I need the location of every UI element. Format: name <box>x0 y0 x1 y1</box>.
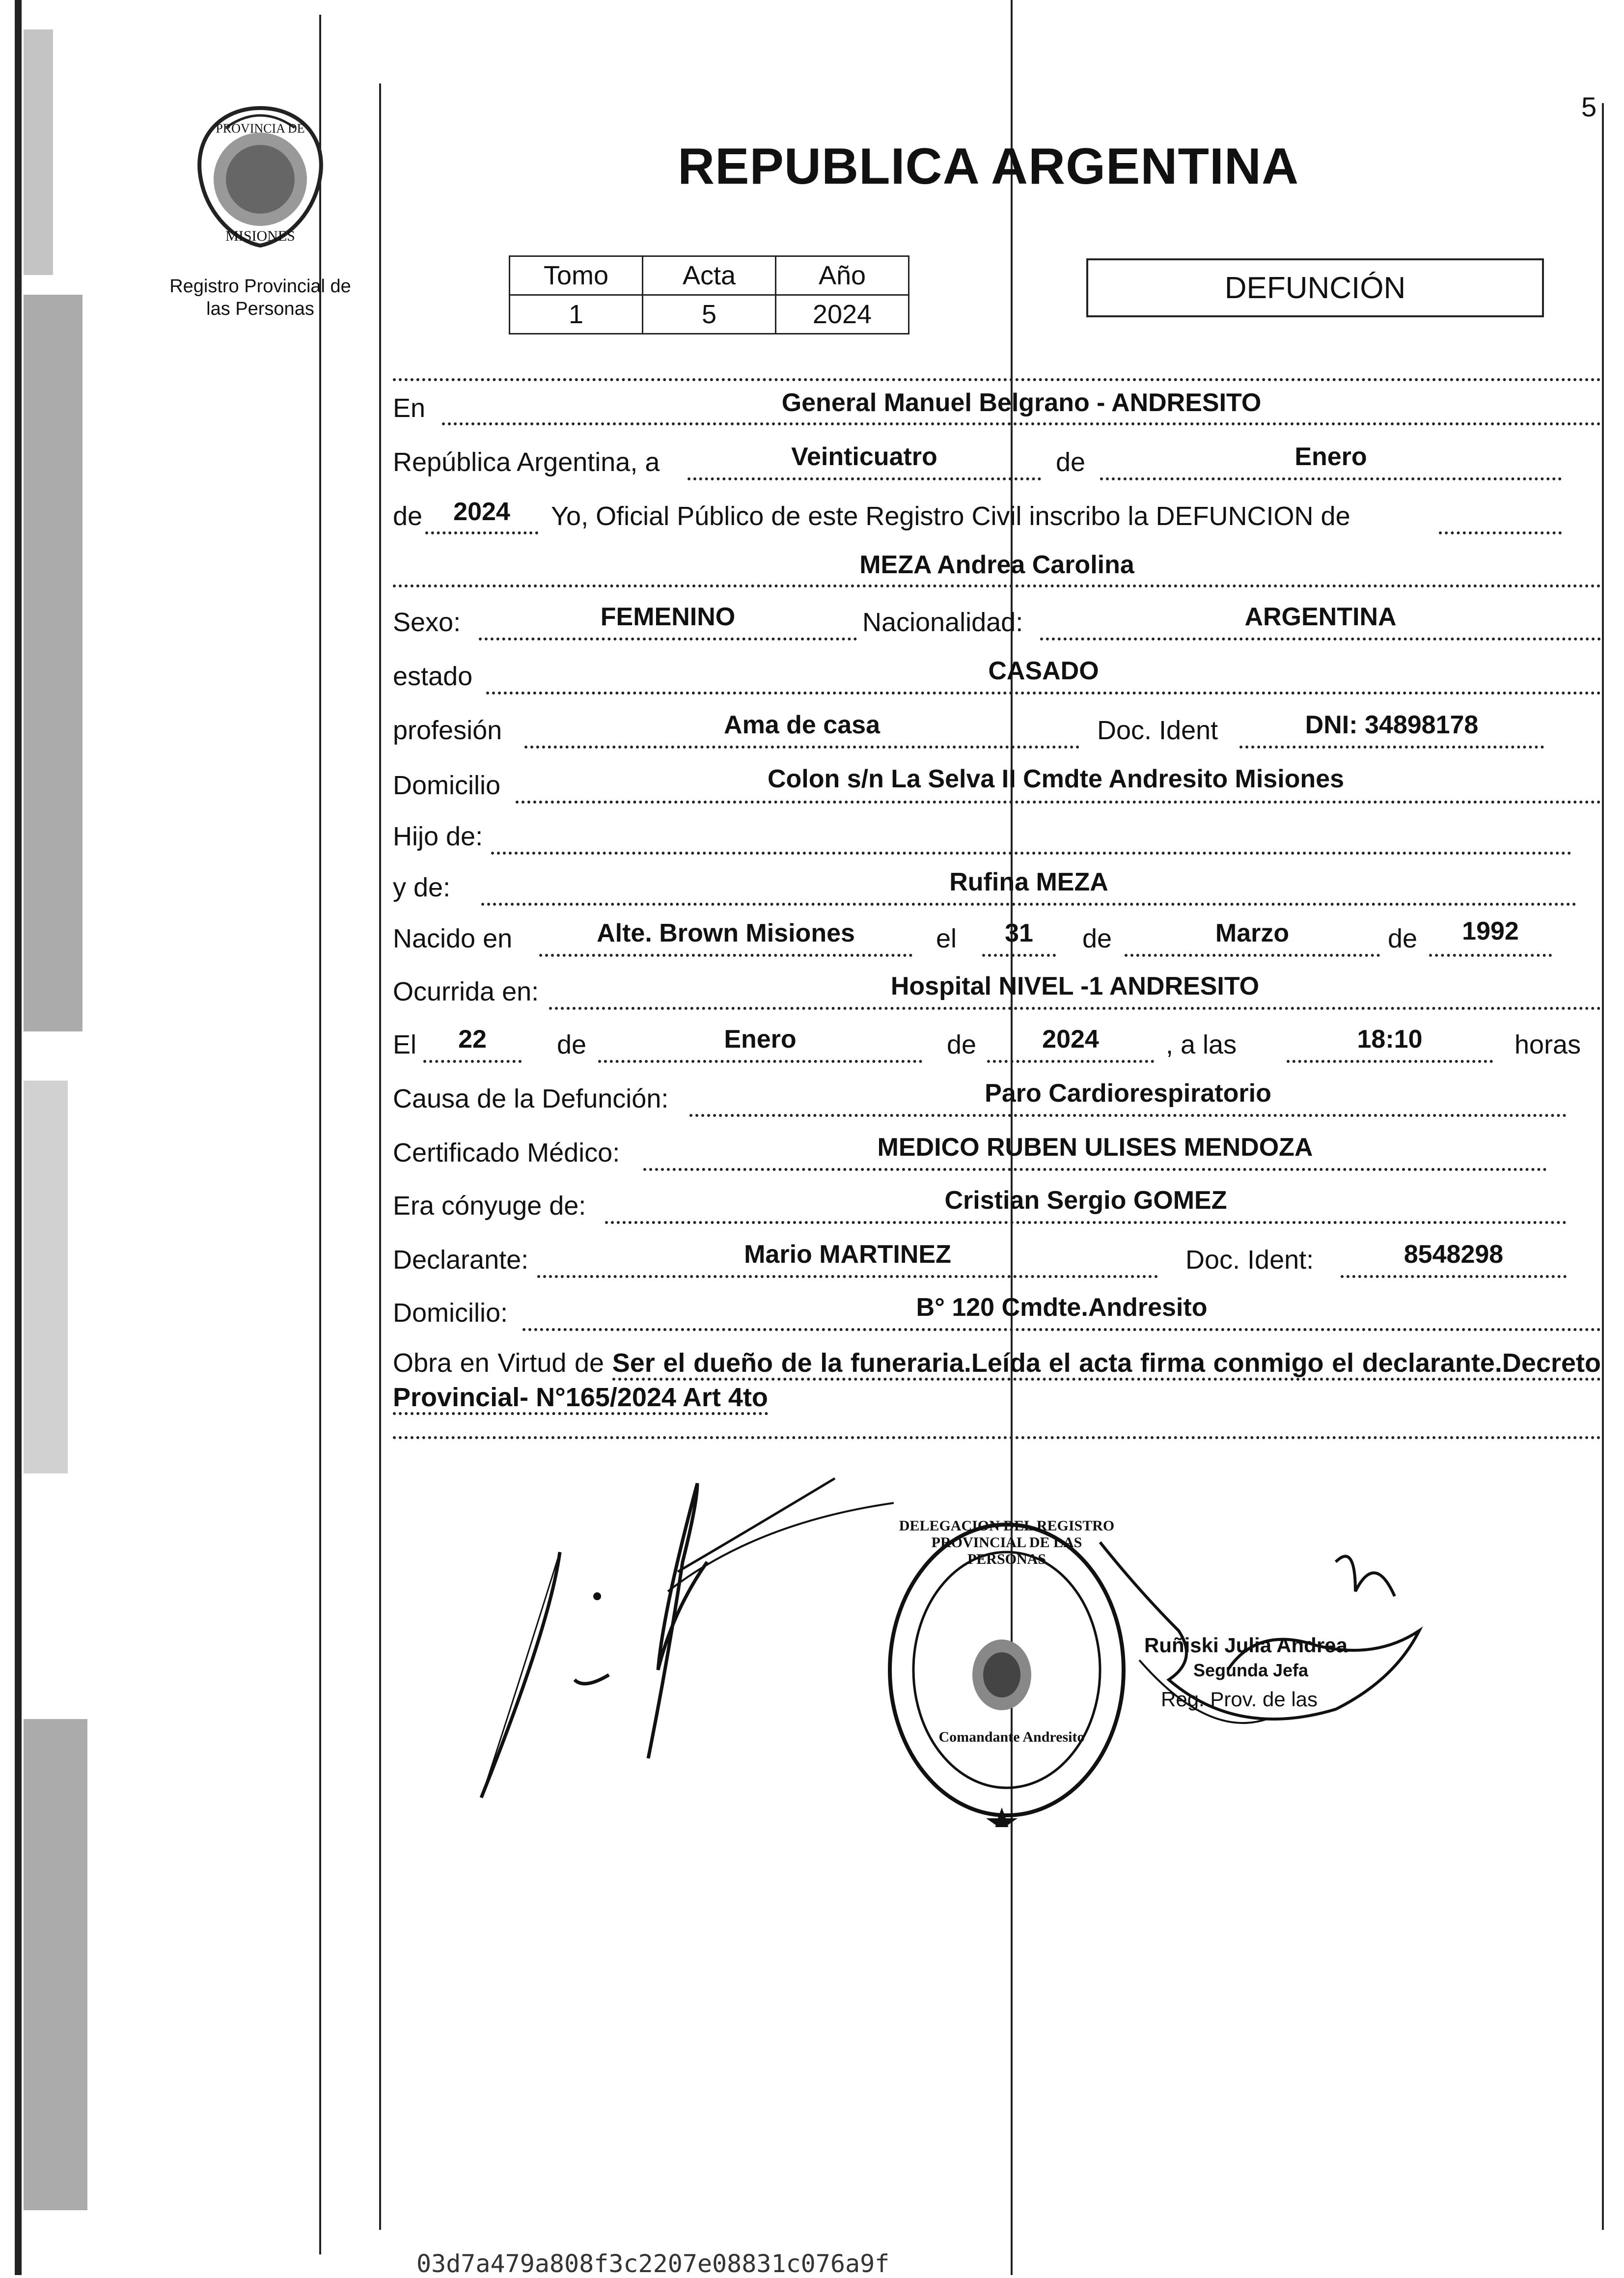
record-meta-table <box>509 255 909 334</box>
mes-value: Enero <box>1294 443 1367 471</box>
doc2-label: Doc. Ident: <box>1185 1245 1314 1275</box>
nacido-line <box>539 954 912 957</box>
hora-line <box>1287 1060 1493 1063</box>
el1-label: el <box>936 924 957 953</box>
nacido-label: Nacido en <box>393 924 513 953</box>
alas-label: , a las <box>1166 1030 1237 1059</box>
profesion-value: Ama de casa <box>724 711 880 739</box>
nac-anio-line <box>1429 954 1552 957</box>
right-border-line <box>1602 103 1604 2230</box>
seal-top-text: PROVINCIA DE <box>216 121 305 136</box>
ocurrida-line <box>549 1007 1601 1010</box>
obra-value: Ser el dueño de la funeraria.Leída el acta firma conmigo el declarante.Decreto Provincial- N°165/2024 Art 4to <box>393 1348 1601 1415</box>
domicilio2-value: B° 120 Cmdte.Andresito <box>916 1293 1208 1322</box>
nacionalidad-label: Nacionalidad: <box>862 608 1023 637</box>
left-margin-line <box>319 15 321 2254</box>
document-title: REPUBLICA ARGENTINA <box>678 138 1299 195</box>
doc-line <box>1239 746 1544 749</box>
registry-caption <box>147 275 373 320</box>
form-left-border <box>379 83 381 2230</box>
hijo-line <box>491 852 1571 855</box>
nac-mes-line <box>1125 954 1380 957</box>
mes-line <box>1100 477 1562 480</box>
stamp-inner-text: Comandante Andresito <box>938 1729 1085 1745</box>
inscribo-text: Yo, Oficial Público de este Registro Civil inscribo la DEFUNCION de <box>551 501 1350 531</box>
declarant-signature <box>462 1464 894 1807</box>
estado-line <box>486 692 1601 695</box>
ocurrida-value: Hospital NIVEL -1 ANDRESITO <box>890 972 1260 1000</box>
certificado-value: MEDICO RUBEN ULISES MENDOZA <box>877 1133 1313 1162</box>
declarante-label: Declarante: <box>393 1245 529 1275</box>
page-number: 5 <box>1581 91 1597 122</box>
anio-value: 2024 <box>453 498 510 526</box>
nac-dia-line <box>982 954 1056 957</box>
misiones-seal-icon <box>187 98 334 255</box>
stamp-outer-text: DELEGACION DEL REGISTRO PROVINCIAL DE LAS PERSONAS <box>899 1518 1115 1567</box>
nac-mes-value: Marzo <box>1215 919 1290 947</box>
causa-label: Causa de la Defunción: <box>393 1084 669 1113</box>
official-role: Segunda Jefa <box>1193 1660 1309 1680</box>
certificado-label: Certificado Médico: <box>393 1138 620 1167</box>
obra-label: Obra en Virtud de <box>393 1348 605 1378</box>
doc-label: Doc. Ident <box>1097 716 1218 745</box>
def-mes-value: Enero <box>724 1025 797 1054</box>
deceased-name-value: MEZA Andrea Carolina <box>859 551 1134 579</box>
def-dia-line <box>423 1060 522 1063</box>
official-org: Reg. Prov. de las <box>1161 1688 1318 1711</box>
hijo-label: Hijo de: <box>393 822 483 851</box>
nac-dia-value: 31 <box>1005 919 1033 947</box>
domicilio-line <box>516 801 1601 804</box>
tomo-value: 1 <box>510 295 643 334</box>
anio-header: Año <box>776 256 909 295</box>
horas-label: horas <box>1514 1030 1581 1059</box>
conyuge-label: Era cónyuge de: <box>393 1191 586 1221</box>
sexo-label: Sexo: <box>393 608 461 637</box>
doc-value: DNI: 34898178 <box>1305 711 1479 739</box>
sexo-value: FEMENINO <box>600 603 736 631</box>
en-line <box>442 422 1601 425</box>
profesion-label: profesión <box>393 716 502 745</box>
doc2-line <box>1341 1275 1567 1278</box>
acta-value: 5 <box>643 295 776 334</box>
obra-paragraph <box>393 1346 1601 1415</box>
de1-label: de <box>1056 447 1086 477</box>
name-line <box>393 584 1601 587</box>
dia-value: Veinticuatro <box>791 443 937 471</box>
conyuge-line <box>605 1221 1567 1224</box>
scan-edge-noise <box>0 0 113 2275</box>
hora-value: 18:10 <box>1357 1025 1423 1054</box>
domicilio-value: Colon s/n La Selva II Cmdte Andresito Misiones <box>767 765 1345 793</box>
sexo-line <box>479 638 857 640</box>
def-dia-value: 22 <box>458 1025 487 1054</box>
de6-label: de <box>947 1030 977 1059</box>
nacionalidad-line <box>1040 638 1601 640</box>
yde-line <box>481 903 1576 906</box>
def-mes-line <box>598 1060 922 1063</box>
yde-value: Rufina MEZA <box>949 868 1108 896</box>
estado-label: estado <box>393 662 473 691</box>
caption-line-1: Registro Provincial de <box>169 276 351 297</box>
republica-label: República Argentina, a <box>393 447 660 477</box>
declarante-line <box>537 1275 1158 1278</box>
en-value: General Manuel Belgrano - ANDRESITO <box>781 389 1262 417</box>
causa-line <box>689 1114 1567 1117</box>
ocurrida-label: Ocurrida en: <box>393 977 539 1006</box>
def-anio-value: 2024 <box>1042 1025 1099 1054</box>
nacionalidad-value: ARGENTINA <box>1244 603 1397 631</box>
form-bottom-divider <box>393 1436 1601 1439</box>
el2-label: El <box>393 1030 417 1059</box>
yde-label: y de: <box>393 873 451 902</box>
acta-header: Acta <box>643 256 776 295</box>
en-label: En <box>393 393 426 423</box>
official-name: Ruñiski Julia Andrea <box>1144 1634 1348 1657</box>
de4-label: de <box>1388 924 1418 953</box>
domicilio2-line <box>523 1328 1601 1331</box>
anio-line <box>425 531 538 534</box>
nacido-value: Alte. Brown Misiones <box>597 919 855 947</box>
tomo-header: Tomo <box>510 256 643 295</box>
anio-value: 2024 <box>776 295 909 334</box>
conyuge-value: Cristian Sergio GOMEZ <box>944 1186 1227 1215</box>
caption-line-2: las Personas <box>206 299 314 319</box>
document-hash: 03d7a479a808f3c2207e08831c076a9f <box>416 2250 890 2278</box>
de2-label: de <box>393 501 423 531</box>
de3-label: de <box>1082 924 1112 953</box>
dia-line <box>688 477 1041 480</box>
certificado-line <box>643 1168 1547 1171</box>
profesion-line <box>524 746 1079 749</box>
declarante-value: Mario MARTINEZ <box>744 1240 951 1269</box>
seal-bottom-text: MISIONES <box>225 228 295 244</box>
domicilio2-label: Domicilio: <box>393 1298 508 1328</box>
record-type-box: DEFUNCIÓN <box>1086 258 1544 317</box>
causa-value: Paro Cardiorespiratorio <box>985 1079 1271 1108</box>
nac-anio-value: 1992 <box>1462 917 1519 945</box>
doc2-value: 8548298 <box>1404 1240 1504 1269</box>
form-top-divider <box>393 378 1601 381</box>
def-anio-line <box>987 1060 1154 1063</box>
inscribo-tail-line <box>1439 531 1562 534</box>
domicilio-label: Domicilio <box>393 771 501 800</box>
de5-label: de <box>557 1030 587 1059</box>
estado-value: CASADO <box>988 657 1099 685</box>
